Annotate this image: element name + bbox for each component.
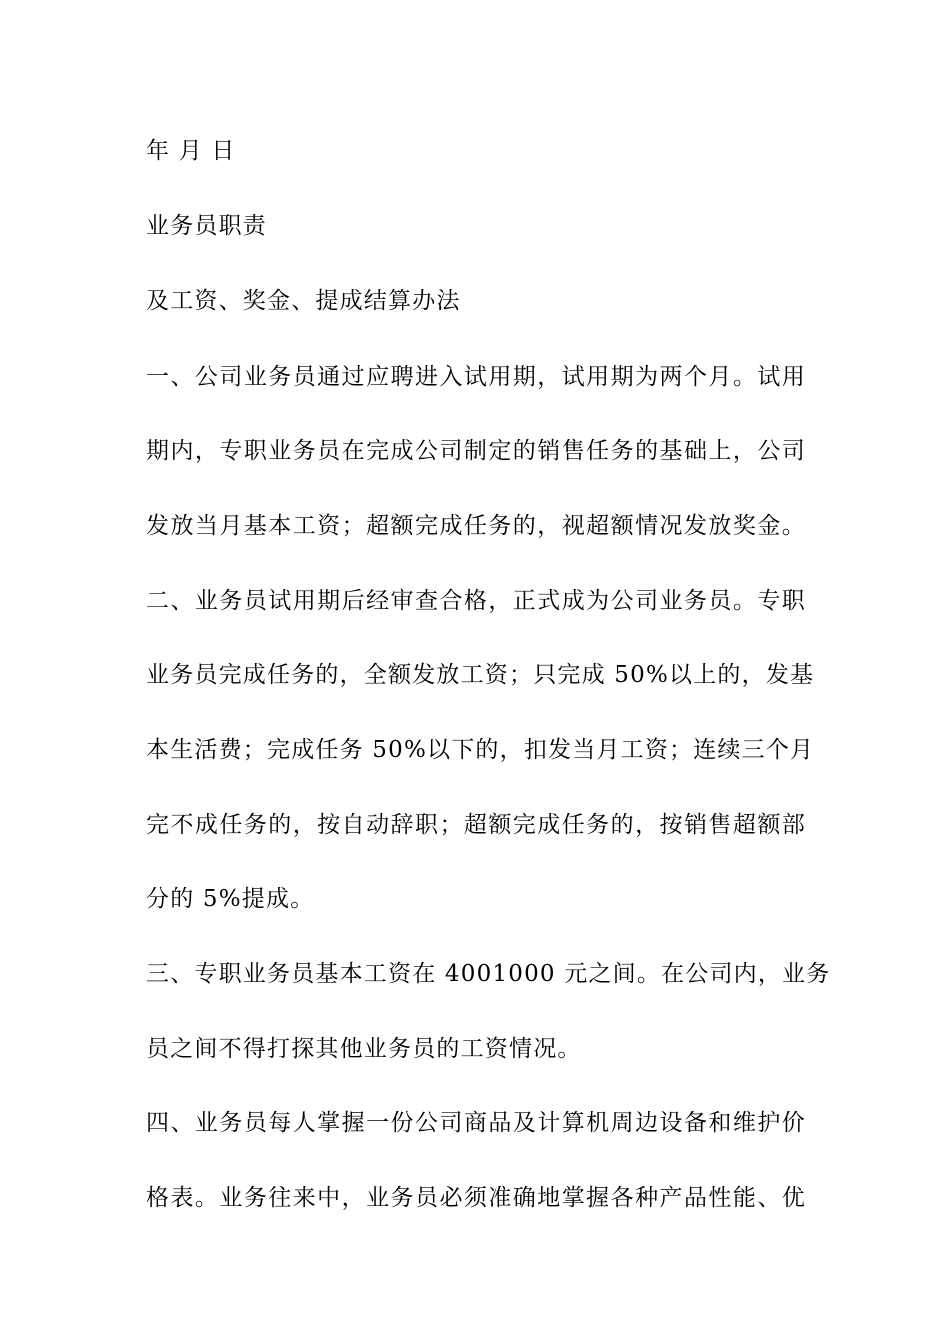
paragraph-line: 发放当月基本工资；超额完成任务的，视超额情况发放奖金。 (146, 513, 806, 539)
document-subtitle: 及工资、奖金、提成结算办法 (146, 288, 461, 314)
paragraph-line: 完不成任务的，按自动辞职；超额完成任务的，按销售超额部 (146, 812, 806, 838)
document-title: 业务员职责 (146, 213, 267, 239)
date-line: 年 月 日 (146, 138, 236, 164)
paragraph-line: 本生活费；完成任务 50%以下的，扣发当月工资；连续三个月 (146, 737, 815, 763)
paragraph-line: 业务员完成任务的，全额发放工资；只完成 50%以上的，发基 (146, 662, 815, 688)
paragraph-line: 分的 5%提成。 (146, 886, 315, 912)
paragraph-line: 期内，专职业务员在完成公司制定的销售任务的基础上，公司 (146, 438, 806, 464)
paragraph-line: 格表。业务往来中，业务员必须准确地掌握各种产品性能、优 (146, 1185, 806, 1211)
paragraph-line: 一、公司业务员通过应聘进入试用期，试用期为两个月。试用 (146, 364, 806, 390)
paragraph-line: 四、业务员每人掌握一份公司商品及计算机周边设备和维护价 (146, 1110, 806, 1136)
paragraph-line: 二、业务员试用期后经审查合格，正式成为公司业务员。专职 (146, 588, 806, 614)
paragraph-line: 三、专职业务员基本工资在 4001000 元之间。在公司内，业务 (146, 961, 831, 987)
paragraph-line: 员之间不得打探其他业务员的工资情况。 (146, 1036, 582, 1062)
